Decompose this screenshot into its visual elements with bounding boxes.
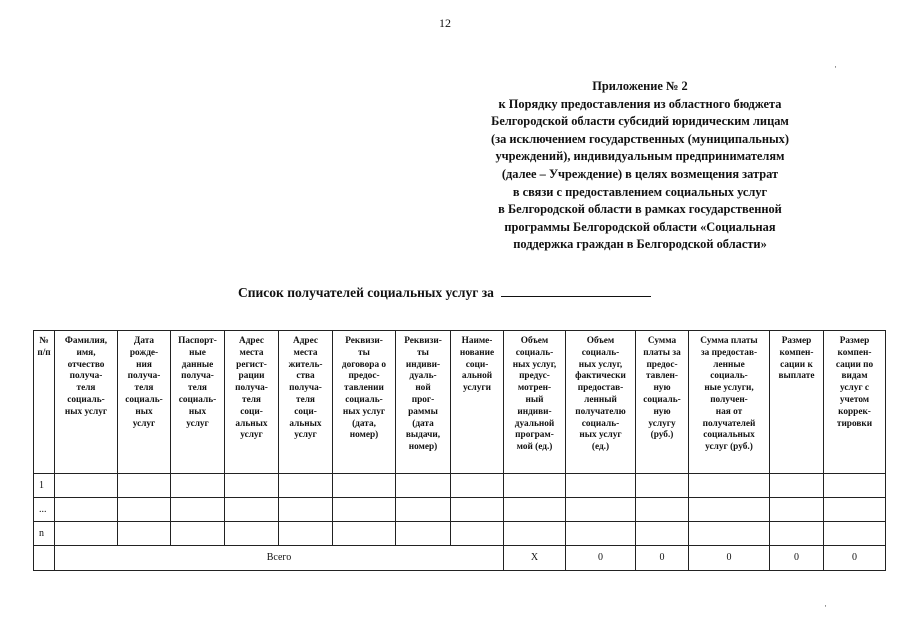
appendix-line: (далее – Учреждение) в целях возмещения затрат [501,166,779,181]
header-registration-address: Адрес места регист- рации получа- теля соци- альных услуг [225,331,279,474]
total-row [34,546,886,571]
appendix-line: к Порядку предоставления из областного бюджета [498,96,782,111]
appendix-header [440,78,840,254]
header-compensation: Размер компен- сации к выплате [770,331,824,474]
total-compensation: 0 [770,546,824,571]
header-compensation-adjusted: Размер компен- сации по видам услуг с учетом коррек- тировки [824,331,886,474]
appendix-line: в Белгородской области в рамках государственной [498,202,782,217]
recipients-table [33,330,886,571]
total-label: Всего [55,546,504,571]
header-residence-address: Адрес места житель- ства получа- теля соци- альных услуг [279,331,333,474]
scan-dot: · [824,601,827,611]
header-number: № п/п [34,331,55,474]
appendix-line: Белгородской области субсидий юридическим лицам [491,114,789,129]
header-payment-sum: Сумма платы за предос- тавлен- ную социаль- ную услугу (руб.) [636,331,689,474]
total-planned-volume: Х [504,546,566,571]
appendix-line: программы Белгородской области «Социальная [504,219,776,234]
row-number: 1 [34,474,55,498]
header-service-name: Наиме- нование соци- альной услуги [451,331,504,474]
header-full-name: Фамилия, имя, отчество получа- теля социаль- ных услуг [55,331,118,474]
table-header-row [34,331,886,474]
period-blank-line [501,284,651,297]
appendix-line: (за исключением государственных (муниципальных) [491,131,789,146]
page-number: 12 [439,16,451,30]
total-payment-received: 0 [689,546,770,571]
table-row [34,498,886,522]
table-row [34,474,886,498]
header-contract-details: Реквизи- ты договора о предос- тавлении социаль- ных услуг (дата, номер) [333,331,396,474]
total-compensation-adjusted: 0 [824,546,886,571]
header-planned-volume: Объем социаль- ных услуг, предус- мотрен- ный индиви- дуальной програм- мой (ед.) [504,331,566,474]
list-title [238,284,651,301]
row-number: n [34,522,55,546]
total-payment-sum: 0 [636,546,689,571]
scan-dot: · [834,62,837,72]
appendix-line: в связи с предоставлением социальных услуг [512,184,768,199]
header-payment-received: Сумма платы за предостав- ленные социаль- ные услуги, получен- ная от получателей социальных услуг (руб.) [689,331,770,474]
header-actual-volume: Объем социаль- ных услуг, фактически предостав- ленный получателю социаль- ных услуг (ед.) [566,331,636,474]
table-row [34,522,886,546]
total-actual-volume: 0 [566,546,636,571]
list-title-text: Список получателей социальных услуг за [238,285,494,300]
header-program-details: Реквизи- ты индиви- дуаль- ной прог- раммы (дата выдачи, номер) [396,331,451,474]
header-birth-date: Дата рожде- ния получа- теля социаль- ных услуг [118,331,171,474]
appendix-line: учреждений), индивидуальным предпринимателям [495,149,785,164]
row-number: ... [34,498,55,522]
header-passport: Паспорт- ные данные получа- теля социаль- ных услуг [171,331,225,474]
appendix-title: Приложение № 2 [592,79,688,93]
appendix-line: поддержка граждан в Белгородской области» [513,237,767,252]
